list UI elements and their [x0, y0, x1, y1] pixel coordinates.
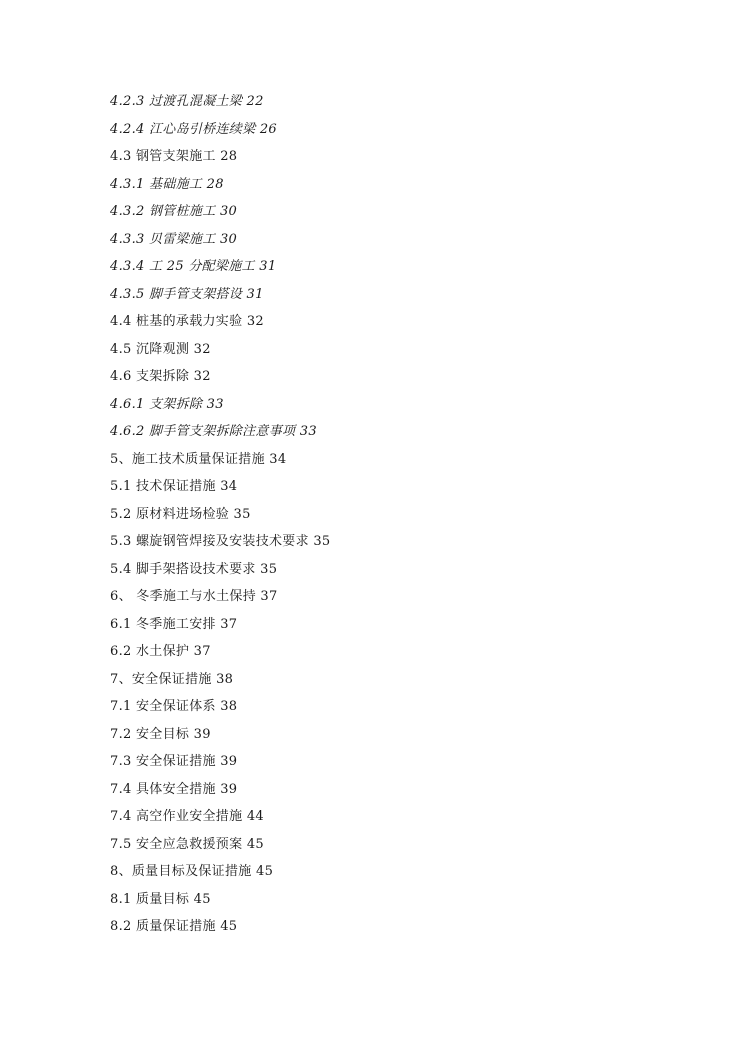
toc-entry: 4.6 支架拆除 32	[110, 369, 211, 384]
toc-entry: 8、质量目标及保证措施 45	[110, 864, 274, 879]
toc-entry: 7、安全保证措施 38	[110, 671, 234, 687]
toc-entry: 4.3.1 基础施工 28	[110, 176, 224, 192]
toc-entry: 7.2 安全目标 39	[110, 726, 211, 742]
toc-entry: 4.3 钢管支架施工 28	[110, 149, 238, 164]
toc-entry: 5.1 技术保证措施 34	[110, 479, 238, 494]
toc-entry: 4.5 沉降观测 32	[110, 341, 211, 357]
toc-entry: 6、 冬季施工与水土保持 37	[110, 589, 278, 604]
toc-entry: 4.3.4 工 25 分配梁施工 31	[110, 259, 277, 274]
toc-entry: 5.3 螺旋钢管焊接及安装技术要求 35	[110, 534, 331, 549]
toc-entry: 4.6.1 支架拆除 33	[110, 396, 224, 412]
toc-entry: 4.2.3 过渡孔混凝土梁 22	[110, 94, 264, 109]
toc-entry: 4.3.5 脚手管支架搭设 31	[110, 286, 264, 302]
toc-entry: 7.1 安全保证体系 38	[110, 699, 238, 714]
table-of-contents	[110, 88, 670, 941]
toc-entry: 5.2 原材料进场检验 35	[110, 506, 251, 522]
toc-entry: 8.2 质量保证措施 45	[110, 919, 238, 934]
toc-entry: 4.2.4 江心岛引桥连续梁 26	[110, 121, 277, 137]
toc-entry: 7.4 具体安全措施 39	[110, 781, 238, 797]
toc-entry: 5.4 脚手架搭设技术要求 35	[110, 561, 278, 577]
toc-entry: 6.1 冬季施工安排 37	[110, 616, 238, 632]
toc-entry: 6.2 水土保护 37	[110, 644, 211, 659]
toc-entry: 7.4 高空作业安全措施 44	[110, 809, 264, 824]
toc-entry: 8.1 质量目标 45	[110, 891, 211, 907]
toc-entry: 4.3.2 钢管桩施工 30	[110, 204, 238, 219]
toc-entry: 4.4 桩基的承载力实验 32	[110, 314, 264, 329]
toc-entry: 5、施工技术质量保证措施 34	[110, 451, 287, 467]
toc-entry: 4.3.3 贝雷梁施工 30	[110, 231, 238, 247]
toc-entry: 4.6.2 脚手管支架拆除注意事项 33	[110, 424, 317, 439]
toc-entry: 7.3 安全保证措施 39	[110, 754, 238, 769]
toc-entry: 7.5 安全应急救援预案 45	[110, 836, 264, 852]
